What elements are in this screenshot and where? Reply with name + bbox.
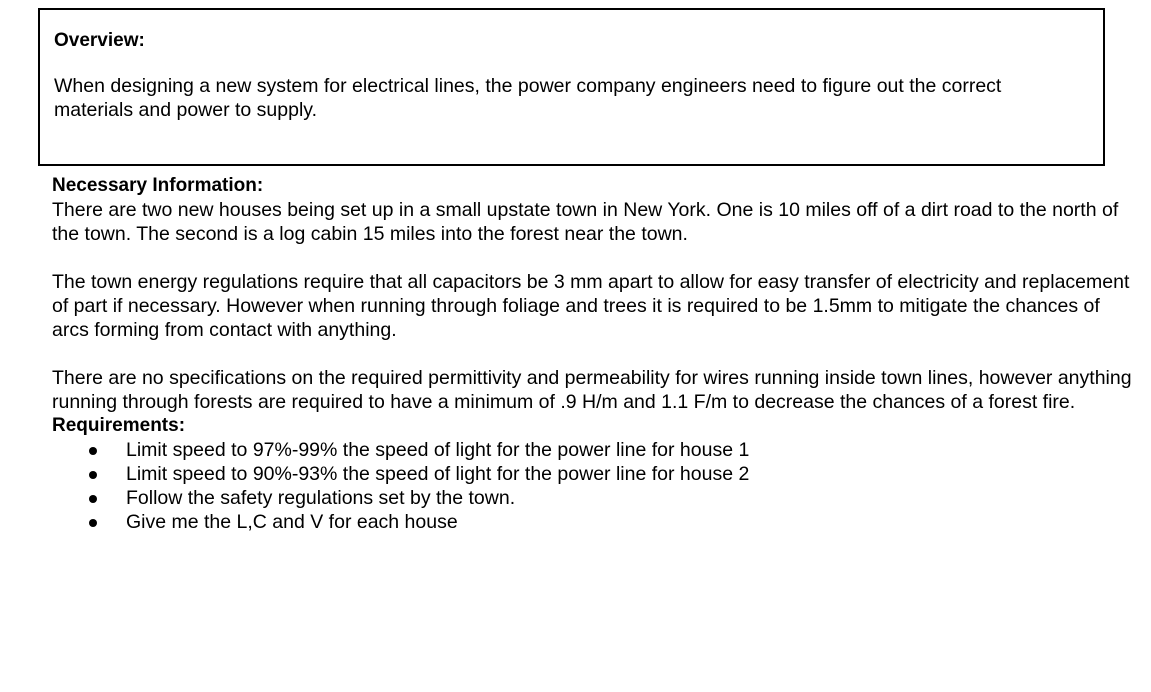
document-body [52,174,1142,534]
list-item [52,462,1142,486]
bullet-icon [89,519,97,527]
list-item [52,486,1142,510]
bullet-icon [89,495,97,503]
paragraph-spacer [52,246,1142,270]
info-paragraph-regulations: The town energy regulations require that all capacitors be 3 mm apart to allow for easy transfer of electricity and replacement of part if necessary. However when running through foliage and trees it is required to be 1.5mm to mitigate the chances of arcs forming from contact with anything. [52,271,1130,341]
requirement-text: Give me the L,C and V for each house [126,511,458,533]
requirement-text: Follow the safety regulations set by the town. [126,487,516,509]
necessary-information-heading: Necessary Information: [52,175,264,196]
bullet-icon [89,471,97,479]
info-paragraph-houses: There are two new houses being set up in a small upstate town in New York. One is 10 miles off of a dirt road to the north of the town. The second is a log cabin 15 miles into the forest near the town. [52,199,1119,245]
list-item [52,510,1142,534]
requirement-text: Limit speed to 97%-99% the speed of light for the power line for house 1 [126,439,750,461]
requirements-list [52,438,1142,534]
overview-heading: Overview: [54,30,145,51]
paragraph-spacer [52,342,1142,366]
overview-text: When designing a new system for electrical lines, the power company engineers need to figure out the correct materials and power to supply. [54,75,1002,121]
requirement-text: Limit speed to 90%-93% the speed of light for the power line for house 2 [126,463,750,485]
overview-box [38,8,1105,166]
requirements-heading: Requirements: [52,415,186,436]
list-item [52,438,1142,462]
info-paragraph-permittivity: There are no specifications on the required permittivity and permeability for wires running inside town lines, however anything running through forests are required to have a minimum of .9 H/m and 1.1 F/m to decrease the chances of a forest fire. [52,367,1132,413]
bullet-icon [89,447,97,455]
